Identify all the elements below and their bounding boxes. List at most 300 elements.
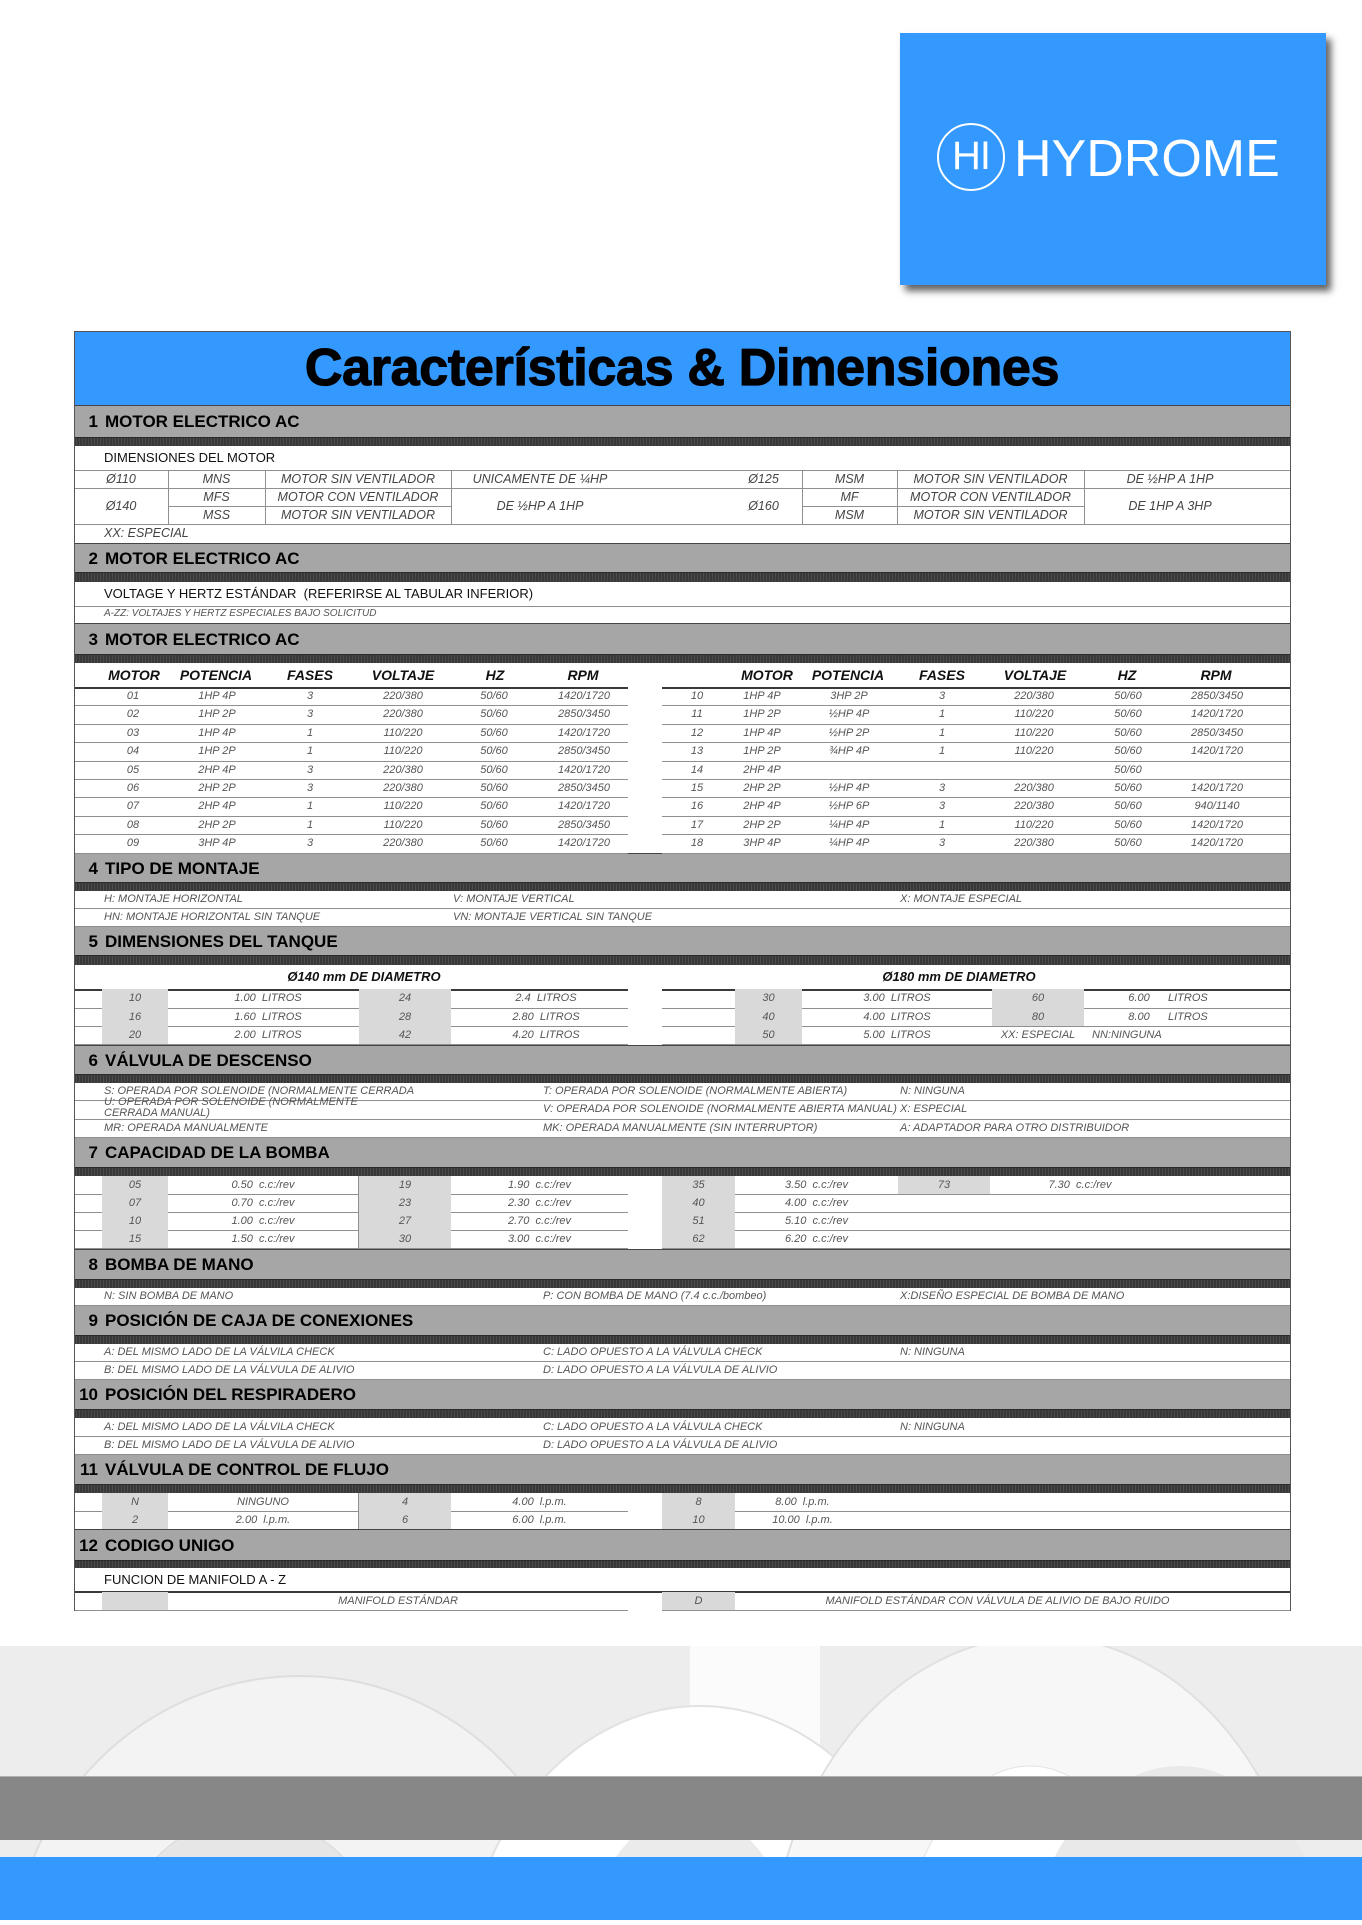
table-cell: ½HP 6P: [828, 800, 870, 813]
table-cell: 110/220: [1014, 708, 1054, 721]
pump-code: 51: [662, 1212, 735, 1230]
table-cell: 1420/1720: [1191, 818, 1243, 831]
section-header: [74, 1249, 1290, 1279]
option-text: VN: MONTAJE VERTICAL SIN TANQUE: [453, 911, 653, 923]
table-cell: 220/380: [383, 763, 423, 776]
table-cell: 1420/1720: [558, 837, 610, 850]
table-cell: 18: [690, 837, 704, 850]
pump-code: 40: [662, 1194, 735, 1212]
section-number: 9: [88, 1311, 98, 1330]
flow-rate: 8.00 l.p.m.: [775, 1496, 830, 1508]
tank-code: 20: [102, 1026, 168, 1044]
column-header: RPM: [1200, 667, 1232, 683]
flow-code: 4: [359, 1493, 451, 1511]
motor-dimensions-note: XX: ESPECIAL: [104, 526, 189, 540]
flow-code: 10: [662, 1511, 735, 1529]
table-cell: ¾HP 4P: [828, 745, 870, 758]
motor-model-code: MNS: [202, 472, 231, 486]
option-text: P: CON BOMBA DE MANO (7.4 c.c./bombeo): [543, 1290, 767, 1302]
section-header: [74, 1379, 1290, 1409]
motor-model-description: MOTOR SIN VENTILADOR: [281, 508, 435, 522]
option-text: H: MONTAJE HORIZONTAL: [104, 893, 243, 905]
section-number: 2: [88, 549, 98, 568]
option-text: A: DEL MISMO LADO DE LA VÁLVILA CHECK: [104, 1346, 335, 1358]
tank-capacity: 1.60 LITROS: [234, 1011, 302, 1023]
section-title: POSICIÓN DEL RESPIRADERO: [105, 1385, 356, 1404]
tank-capacity: 4.20 LITROS: [512, 1029, 580, 1041]
table-cell: 50/60: [480, 818, 508, 831]
option-text: N: NINGUNA: [900, 1346, 965, 1358]
pump-code: 30: [359, 1230, 451, 1248]
section-title: MOTOR ELECTRICO AC: [105, 549, 300, 568]
table-cell: 110/220: [1014, 745, 1054, 758]
table-cell: 11: [691, 708, 703, 721]
pump-displacement: 1.90 c.c:/rev: [508, 1179, 571, 1191]
option-text: D: LADO OPUESTO A LA VÁLVULA DE ALIVIO: [543, 1364, 778, 1376]
column-header: HZ: [485, 667, 505, 683]
row-divider: [74, 1305, 1290, 1306]
option-text: C: LADO OPUESTO A LA VÁLVULA CHECK: [543, 1421, 763, 1433]
manifold-description: MANIFOLD ESTÁNDAR CON VÁLVULA DE ALIVIO DE BAJO RUIDO: [825, 1595, 1170, 1607]
table-cell: 07: [126, 800, 140, 813]
section-header: [74, 1454, 1290, 1484]
tank-capacity: 2.80 LITROS: [512, 1011, 580, 1023]
table-cell: 1420/1720: [1191, 708, 1243, 721]
pump-displacement: 6.20 c.c:/rev: [785, 1233, 848, 1245]
row-divider: [74, 1610, 628, 1611]
table-cell: 220/380: [383, 708, 423, 721]
table-cell: 03: [126, 726, 140, 739]
option-text: N: NINGUNA: [900, 1085, 965, 1097]
pump-displacement: 1.50 c.c:/rev: [231, 1233, 295, 1245]
table-cell: 220/380: [1014, 690, 1054, 702]
tank-capacity: 4.00 LITROS: [863, 1011, 931, 1023]
table-cell: 50/60: [1114, 726, 1142, 739]
table-cell: 110/220: [383, 818, 423, 831]
table-cell: 50/60: [1114, 763, 1142, 776]
column-divider: [358, 1493, 359, 1529]
row-divider: [74, 1137, 1290, 1138]
tank-unit: LITROS: [1168, 1011, 1208, 1023]
column-header: MOTOR: [741, 667, 793, 683]
tank-code: 16: [102, 1008, 168, 1026]
table-cell: 01: [126, 690, 140, 702]
option-text: X: MONTAJE ESPECIAL: [900, 893, 1023, 905]
pump-code: 35: [662, 1176, 735, 1194]
flow-rate: NINGUNO: [237, 1496, 289, 1508]
tank-code: 80: [992, 1008, 1084, 1026]
section-number: 4: [88, 859, 98, 878]
row-divider: [74, 1379, 1290, 1380]
table-cell: 220/380: [383, 782, 423, 794]
table-cell: 50/60: [480, 763, 508, 776]
section-header: [74, 926, 1290, 955]
table-cell: 1HP 4P: [198, 690, 236, 702]
table-cell: ¼HP 4P: [828, 837, 870, 850]
table-cell: 940/1140: [1194, 800, 1240, 813]
table-cell: 110/220: [383, 726, 423, 739]
manifold-code: [102, 1592, 168, 1610]
option-text: MR: OPERADA MANUALMENTE: [104, 1122, 269, 1134]
table-cell: 1HP 2P: [198, 745, 236, 758]
table-cell: 3HP 2P: [830, 690, 868, 702]
tank-code: 30: [735, 989, 802, 1008]
section-number: 5: [88, 932, 98, 951]
logo-wordmark: HYDROME: [1014, 130, 1280, 188]
section-number: 7: [88, 1143, 98, 1162]
table-cell: 220/380: [1014, 782, 1054, 794]
title-banner: [74, 331, 1290, 405]
pump-displacement: 7.30 c.c:/rev: [1048, 1179, 1112, 1191]
tank-code: 40: [735, 1008, 802, 1026]
motor-model-code: MSS: [202, 508, 231, 522]
pump-displacement: 3.00 c.c:/rev: [508, 1233, 571, 1245]
table-cell: 13: [690, 745, 704, 758]
flow-rate: 6.00 l.p.m.: [512, 1514, 567, 1526]
section-title: POSICIÓN DE CAJA DE CONEXIONES: [105, 1311, 414, 1330]
section-header: [74, 1045, 1290, 1074]
option-text: C: LADO OPUESTO A LA VÁLVULA CHECK: [543, 1346, 763, 1358]
column-header: POTENCIA: [179, 667, 253, 683]
pump-code: 23: [359, 1194, 451, 1212]
option-text: T: OPERADA POR SOLENOIDE (NORMALMENTE ABIERTA): [543, 1085, 848, 1097]
column-header: FASES: [919, 667, 965, 683]
table-cell: 50/60: [1114, 782, 1142, 794]
column-header: VOLTAJE: [1003, 667, 1067, 683]
tank-heading: Ø140 mm DE DIAMETRO: [287, 969, 441, 984]
table-cell: 2850/3450: [558, 818, 610, 831]
motor-diameter: Ø110: [106, 472, 136, 486]
table-cell: 50/60: [480, 800, 508, 813]
table-cell: 3: [306, 837, 314, 850]
motor-model-description: MOTOR CON VENTILADOR: [277, 490, 439, 504]
table-cell: 3HP 4P: [743, 837, 781, 850]
table-cell: 1420/1720: [1191, 782, 1243, 794]
motor-model-description: MOTOR SIN VENTILADOR: [913, 472, 1068, 486]
table-cell: 220/380: [383, 837, 423, 850]
section-divider-bar: [74, 1560, 1290, 1568]
tank-capacity: 2.00 LITROS: [234, 1029, 302, 1041]
motor-model-code: MFS: [203, 490, 230, 504]
table-cell: 1: [306, 745, 314, 758]
tank-note: NN:NINGUNA: [1092, 1029, 1162, 1041]
table-cell: 1: [938, 708, 946, 721]
table-cell: 1HP 4P: [198, 726, 236, 739]
section-title: CODIGO UNIGO: [105, 1536, 235, 1555]
table-cell: 1420/1720: [558, 690, 610, 702]
section-divider-bar: [74, 1074, 1290, 1083]
flow-rate: 4.00 l.p.m.: [512, 1496, 567, 1508]
table-cell: 3: [306, 690, 314, 702]
table-cell: 1HP 2P: [743, 708, 781, 721]
row-divider: [662, 1610, 1290, 1611]
row-divider: [662, 1044, 1290, 1045]
table-cell: 1HP 4P: [743, 690, 781, 702]
section-divider-bar: [74, 882, 1290, 891]
table-cell: 110/220: [1014, 818, 1054, 831]
table-cell: 220/380: [383, 690, 423, 702]
manifold-description: MANIFOLD ESTÁNDAR: [338, 1595, 458, 1607]
table-cell: 08: [126, 818, 140, 831]
row-divider: [74, 853, 628, 854]
table-cell: 3HP 4P: [198, 837, 236, 850]
column-header: VOLTAJE: [371, 667, 435, 683]
table-cell: 09: [126, 837, 140, 850]
table-cell: 1HP 2P: [743, 745, 781, 758]
table-cell: 50/60: [1114, 837, 1142, 850]
table-cell: 50/60: [1114, 800, 1142, 813]
column-header: FASES: [287, 667, 333, 683]
section-subtitle: DIMENSIONES DEL MOTOR: [104, 450, 276, 465]
table-cell: 2850/3450: [1191, 726, 1243, 739]
pump-code: 10: [102, 1212, 168, 1230]
tank-code: 42: [359, 1026, 451, 1044]
section-divider-bar: [74, 572, 1290, 582]
option-text: X: ESPECIAL: [900, 1103, 968, 1115]
option-text: N: SIN BOMBA DE MANO: [104, 1290, 234, 1302]
motor-diameter: Ø160: [748, 499, 779, 513]
pump-displacement: 0.70 c.c:/rev: [231, 1197, 295, 1209]
motor-model-code: MSM: [834, 508, 865, 522]
table-cell: ½HP 2P: [828, 726, 870, 739]
flow-code: N: [102, 1493, 168, 1511]
table-cell: 50/60: [1114, 818, 1142, 831]
table-cell: 220/380: [1014, 800, 1054, 813]
table-cell: 3: [306, 782, 314, 794]
pump-code: 15: [102, 1230, 168, 1248]
column-header: POTENCIA: [811, 667, 885, 683]
table-cell: 3: [938, 782, 946, 794]
motor-power-range: DE ½HP A 1HP: [1126, 472, 1214, 486]
tank-note: XX: ESPECIAL: [1000, 1029, 1076, 1041]
table-cell: 3: [938, 690, 946, 702]
tank-capacity: 3.00 LITROS: [863, 992, 931, 1004]
table-cell: 1420/1720: [558, 726, 610, 739]
column-header: RPM: [567, 667, 599, 683]
table-cell: 2850/3450: [558, 782, 610, 794]
section-title: VÁLVULA DE DESCENSO: [105, 1051, 312, 1070]
row-divider: [74, 1454, 1290, 1455]
table-cell: 2HP 4P: [198, 800, 236, 813]
table-cell: 3: [306, 708, 314, 721]
column-header: MOTOR: [108, 667, 160, 683]
section-number: 10: [79, 1385, 98, 1404]
pump-code: 62: [662, 1230, 735, 1248]
table-cell: 2850/3450: [1191, 690, 1243, 702]
flow-code: 2: [102, 1511, 168, 1529]
table-cell: 05: [126, 763, 140, 776]
section-divider-bar: [74, 1167, 1290, 1176]
table-cell: 3: [938, 837, 946, 850]
section-divider-bar: [74, 437, 1290, 446]
logo-mark-text: HI: [952, 134, 990, 178]
table-cell: 50/60: [480, 745, 508, 758]
pump-code: 05: [102, 1176, 168, 1194]
section-title: TIPO DE MONTAJE: [105, 859, 260, 878]
tank-capacity: 1.00 LITROS: [234, 992, 302, 1004]
table-cell: 220/380: [1014, 837, 1054, 850]
table-cell: 1: [306, 818, 314, 831]
table-cell: 50/60: [1114, 708, 1142, 721]
motor-diameter: Ø125: [748, 472, 779, 486]
tank-capacity: 5.00 LITROS: [863, 1029, 931, 1041]
row-divider: [662, 1248, 1290, 1249]
pump-displacement: 3.50 c.c:/rev: [785, 1179, 848, 1191]
section-header: [74, 543, 1290, 572]
section-subtitle: VOLTAGE Y HERTZ ESTÁNDAR (REFERIRSE AL TABULAR INFERIOR): [104, 586, 534, 601]
section-number: 6: [88, 1051, 98, 1070]
flow-rate: 10.00 l.p.m.: [772, 1514, 833, 1526]
table-cell: 50/60: [1114, 745, 1142, 758]
section-title: CAPACIDAD DE LA BOMBA: [105, 1143, 330, 1162]
table-cell: 50/60: [480, 726, 508, 739]
table-cell: 1: [938, 745, 946, 758]
option-text: U: OPERADA POR SOLENOIDE (NORMALMENTE CERRADA MANUAL): [104, 1096, 358, 1119]
table-cell: 1: [306, 800, 314, 813]
flow-rate: 2.00 l.p.m.: [235, 1514, 291, 1526]
section-header: [74, 623, 1290, 654]
option-text: HN: MONTAJE HORIZONTAL SIN TANQUE: [104, 911, 321, 923]
section-number: 11: [80, 1460, 98, 1479]
table-cell: 17: [690, 818, 704, 831]
table-cell: 2HP 4P: [743, 763, 781, 776]
tank-capacity: 6.00: [1128, 992, 1150, 1004]
table-cell: 50/60: [480, 708, 508, 721]
motor-model-code: MF: [840, 490, 859, 504]
pump-code: 07: [102, 1194, 168, 1212]
tank-code: 60: [992, 989, 1084, 1008]
section-number: 3: [88, 630, 98, 649]
table-cell: 06: [126, 782, 140, 794]
table-cell: 50/60: [480, 837, 508, 850]
section-title: BOMBA DE MANO: [105, 1255, 254, 1274]
section-title: DIMENSIONES DEL TANQUE: [105, 932, 338, 951]
table-cell: ¼HP 4P: [828, 818, 870, 831]
section-title: MOTOR ELECTRICO AC: [105, 412, 300, 431]
table-cell: 1HP 2P: [198, 708, 236, 721]
section-divider-bar: [74, 654, 1290, 663]
section-divider-bar: [74, 955, 1290, 965]
option-text: A: DEL MISMO LADO DE LA VÁLVILA CHECK: [104, 1421, 335, 1433]
table-cell: 1420/1720: [1191, 745, 1243, 758]
row-divider: [74, 1248, 628, 1249]
table-cell: 1420/1720: [558, 800, 610, 813]
option-text: D: LADO OPUESTO A LA VÁLVULA DE ALIVIO: [543, 1439, 778, 1451]
table-cell: 110/220: [383, 800, 423, 813]
tank-unit: LITROS: [1168, 992, 1208, 1004]
column-divider: [358, 1176, 359, 1248]
table-cell: 12: [690, 726, 704, 739]
table-cell: 3: [306, 763, 314, 776]
table-cell: 2HP 2P: [743, 782, 781, 794]
tank-code: 10: [102, 989, 168, 1008]
flow-code: 8: [662, 1493, 735, 1511]
row-divider: [74, 1044, 628, 1045]
motor-power-range: DE 1HP A 3HP: [1128, 499, 1212, 513]
section-number: 8: [88, 1255, 98, 1274]
section-title: VÁLVULA DE CONTROL DE FLUJO: [105, 1460, 389, 1479]
pump-code: 27: [359, 1212, 451, 1230]
pump-code: 73: [898, 1176, 990, 1194]
motor-model-code: MSM: [834, 472, 865, 486]
motor-diameter: Ø140: [105, 499, 137, 513]
page-title: Características & Dimensiones: [304, 339, 1060, 397]
table-cell: 2HP 2P: [743, 818, 781, 831]
table-cell: 50/60: [480, 690, 508, 702]
tank-code: 24: [359, 989, 451, 1008]
option-text: B: DEL MISMO LADO DE LA VÁLVULA DE ALIVIO: [104, 1364, 355, 1376]
section-number: 1: [88, 412, 98, 431]
table-cell: 2HP 4P: [198, 763, 236, 776]
tank-code: 50: [735, 1026, 802, 1044]
option-text: V: MONTAJE VERTICAL: [453, 893, 575, 905]
pump-displacement: 4.00 c.c:/rev: [785, 1197, 848, 1209]
column-header: HZ: [1117, 667, 1137, 683]
section-number: 12: [79, 1536, 98, 1555]
pump-code: 19: [359, 1176, 451, 1194]
section-divider-bar: [74, 1335, 1290, 1344]
table-cell: 15: [690, 782, 704, 794]
row-divider: [74, 926, 1290, 927]
manifold-code: D: [662, 1592, 735, 1610]
table-cell: 02: [126, 708, 140, 721]
pump-displacement: 2.70 c.c:/rev: [508, 1215, 571, 1227]
section-divider-bar: [74, 1279, 1290, 1288]
pump-displacement: 0.50 c.c:/rev: [231, 1179, 295, 1191]
table-cell: 16: [690, 800, 704, 813]
section-header: [74, 405, 1290, 437]
table-cell: 50/60: [1114, 690, 1142, 702]
column-divider: [1290, 331, 1291, 1611]
voltage-note: A-ZZ: VOLTAJES Y HERTZ ESPECIALES BAJO SOLICITUD: [104, 608, 377, 619]
table-cell: 2HP 4P: [743, 800, 781, 813]
table-cell: 2HP 2P: [198, 782, 236, 794]
motor-power-range: UNICAMENTE DE ¼HP: [472, 472, 608, 486]
option-text: N: NINGUNA: [900, 1421, 965, 1433]
option-text: X:DISEÑO ESPECIAL DE BOMBA DE MANO: [900, 1290, 1125, 1302]
section-subtitle: FUNCION DE MANIFOLD A - Z: [104, 1572, 287, 1587]
tank-heading: Ø180 mm DE DIAMETRO: [882, 969, 1036, 984]
table-cell: 1: [938, 818, 946, 831]
option-text: B: DEL MISMO LADO DE LA VÁLVULA DE ALIVIO: [104, 1439, 355, 1451]
section-divider-bar: [74, 1484, 1290, 1493]
motor-model-description: MOTOR CON VENTILADOR: [910, 490, 1071, 504]
table-cell: 10: [690, 690, 704, 702]
table-cell: 3: [938, 800, 946, 813]
table-cell: 1HP 4P: [743, 726, 781, 739]
table-cell: 1420/1720: [1191, 837, 1243, 850]
table-cell: ½HP 4P: [828, 782, 870, 794]
option-text: MK: OPERADA MANUALMENTE (SIN INTERRUPTOR): [543, 1122, 818, 1134]
tank-capacity: 2.4 LITROS: [515, 992, 577, 1004]
motor-model-description: MOTOR SIN VENTILADOR: [281, 472, 435, 486]
table-cell: 2850/3450: [558, 745, 610, 758]
table-cell: ½HP 4P: [828, 708, 870, 721]
table-cell: 2HP 2P: [198, 818, 236, 831]
table-cell: 04: [126, 745, 140, 758]
section-header: [74, 1305, 1290, 1335]
pump-displacement: 1.00 c.c:/rev: [231, 1215, 295, 1227]
option-text: V: OPERADA POR SOLENOIDE (NORMALMENTE ABIERTA MANUAL): [543, 1103, 897, 1115]
tank-capacity: 8.00: [1128, 1011, 1150, 1023]
section-header: [74, 1529, 1290, 1560]
flow-code: 6: [359, 1511, 451, 1529]
motor-model-description: MOTOR SIN VENTILADOR: [913, 508, 1068, 522]
table-cell: 1: [306, 726, 314, 739]
motor-power-range: DE ½HP A 1HP: [496, 499, 584, 513]
option-text: S: OPERADA POR SOLENOIDE (NORMALMENTE CERRADA: [104, 1085, 415, 1097]
table-cell: 1420/1720: [558, 763, 610, 776]
